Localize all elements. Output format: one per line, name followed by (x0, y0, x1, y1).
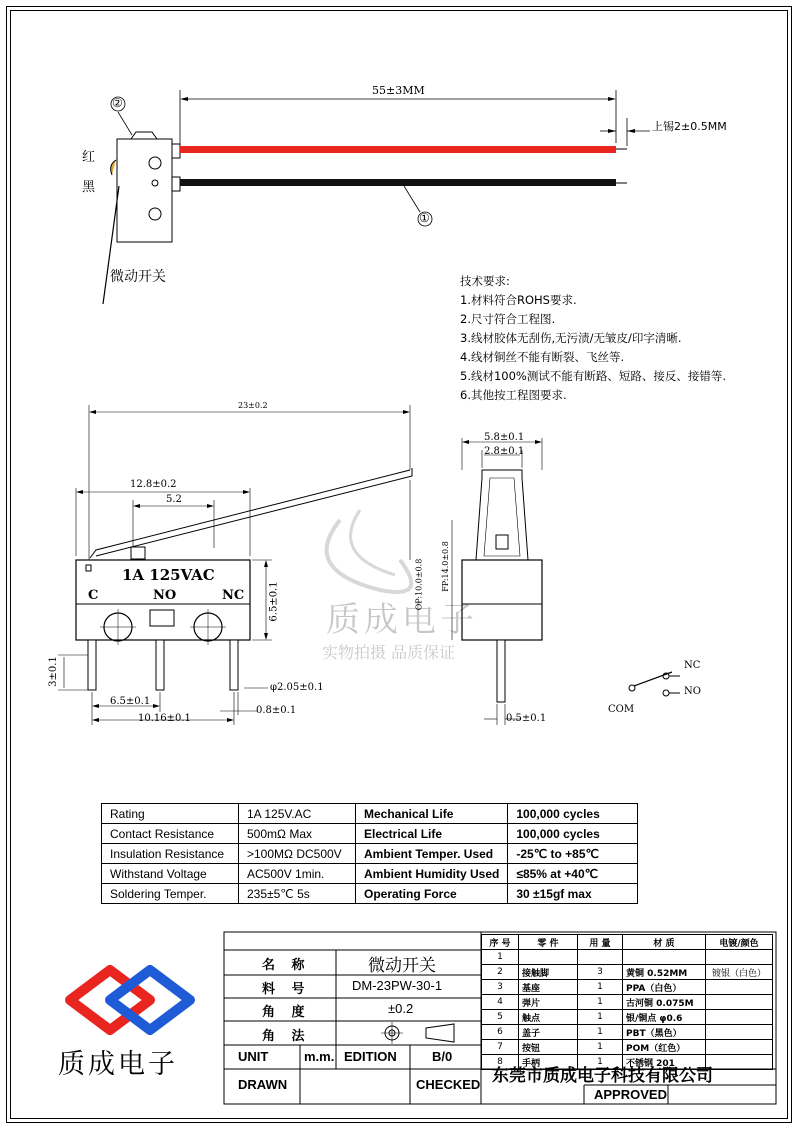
label-red: 红 (82, 150, 96, 165)
bom-header-cell: 电镀/颜色 (706, 935, 773, 950)
tin-length-dim: 上锡2±0.5MM (652, 120, 727, 133)
spec-cell: ≤85% at +40℃ (508, 864, 638, 884)
bom-cell: 黄铜 0.52MM (623, 965, 706, 980)
dim-6-5-height: 6.5±0.1 (268, 581, 280, 622)
bom-row (482, 1010, 773, 1025)
logo-text: 质成电子 (58, 1049, 178, 1080)
part-value: DM-23PW-30-1 (352, 978, 443, 993)
name-label: 名 称 (262, 958, 311, 973)
bom-header-cell: 零 件 (519, 935, 578, 950)
bom-row (482, 1040, 773, 1055)
spec-cell: 500mΩ Max (239, 824, 356, 844)
bom-cell (706, 1040, 773, 1055)
body-marking: 1A 125VAC (122, 566, 215, 584)
spec-cell: Insulation Resistance (102, 844, 239, 864)
requirement-item: 4.线材铜丝不能有断裂、飞丝等. (460, 350, 625, 364)
bom-cell (519, 950, 578, 965)
spec-row (102, 864, 638, 884)
wire-length-dim: 55±3MM (372, 84, 425, 97)
bom-cell: 1 (578, 1010, 623, 1025)
requirement-item: 1.材料符合ROHS要求. (460, 293, 577, 307)
checked-label: CHECKED (416, 1077, 481, 1092)
spec-cell: 100,000 cycles (508, 804, 638, 824)
dim-overall: 23±0.2 (238, 401, 268, 410)
part-label: 料 号 (262, 982, 311, 997)
bom-header-cell: 用 量 (578, 935, 623, 950)
bom-row (482, 980, 773, 995)
dim-0-8: 0.8±0.1 (256, 705, 297, 716)
bom-cell: 接触脚 (519, 965, 578, 980)
requirement-item: 2.尺寸符合工程图. (460, 312, 556, 326)
bom-cell: 银/铜点 φ0.6 (623, 1010, 706, 1025)
bom-row (482, 965, 773, 980)
spec-row (102, 804, 638, 824)
label-black: 黑 (82, 180, 96, 195)
spec-cell: 100,000 cycles (508, 824, 638, 844)
spec-table (101, 803, 638, 904)
dim-5-8: 5.8±0.1 (484, 432, 525, 443)
bom-cell: 3 (482, 980, 519, 995)
bom-cell: 3 (578, 965, 623, 980)
bom-cell: 1 (578, 1040, 623, 1055)
spec-row (102, 844, 638, 864)
schem-com: COM (608, 704, 635, 715)
spec-cell: >100MΩ DC500V (239, 844, 356, 864)
bom-cell: 手柄 (519, 1055, 578, 1070)
dim-0-5: 0.5±0.1 (506, 713, 547, 724)
bom-cell: PPA（白色） (623, 980, 706, 995)
dim-6-5-width: 6.5±0.1 (110, 696, 151, 707)
tol-value: ±0.2 (388, 1001, 414, 1016)
bom-cell: 触点 (519, 1010, 578, 1025)
switch-body-top (117, 139, 172, 242)
spec-cell: Soldering Temper. (102, 884, 239, 904)
dim-5-2: 5.2 (166, 494, 182, 505)
bom-cell: 1 (482, 950, 519, 965)
bom-row (482, 1025, 773, 1040)
unit-value: m.m. (304, 1049, 335, 1064)
bom-cell: POM（红色） (623, 1040, 706, 1055)
dim-op: OP:10.0±0.8 (414, 558, 424, 611)
dim-10-16: 10.16±0.1 (138, 713, 191, 724)
proj-label: 角 法 (262, 1029, 311, 1044)
dim-12-8: 12.8±0.2 (130, 479, 177, 490)
requirement-item: 5.线材100%测试不能有断路、短路、接反、接错等. (460, 369, 727, 383)
bom-header-cell: 材 质 (623, 935, 706, 950)
bom-cell (706, 995, 773, 1010)
bom-cell: 1 (578, 1055, 623, 1070)
bom-cell: 6 (482, 1025, 519, 1040)
pin-c-label: C (88, 588, 99, 603)
bom-cell: 盖子 (519, 1025, 578, 1040)
spec-cell: Rating (102, 804, 239, 824)
dim-fp: FP:14.0±0.8 (440, 541, 450, 592)
spec-cell: Withstand Voltage (102, 864, 239, 884)
bom-cell: 8 (482, 1055, 519, 1070)
requirement-item: 3.线材胶体无刮伤,无污渍/无皱皮/印字清晰. (460, 331, 682, 345)
bom-cell: 不锈钢 201 (623, 1055, 706, 1070)
bom-cell (706, 950, 773, 965)
bom-table (481, 934, 773, 1070)
spec-cell: Operating Force (356, 884, 508, 904)
bom-cell (623, 950, 706, 965)
watermark-slogan: 实物拍摄 品质保证 (322, 643, 456, 662)
bom-cell: 镀银（白色） (706, 965, 773, 980)
tech-requirements (460, 272, 726, 405)
bom-cell (706, 980, 773, 995)
bom-cell: 1 (578, 1025, 623, 1040)
drawn-label: DRAWN (238, 1077, 288, 1092)
bom-cell: 弹片 (519, 995, 578, 1010)
spec-cell: 1A 125V.AC (239, 804, 356, 824)
approved-label: APPROVED (594, 1087, 667, 1102)
tol-label: 角 度 (262, 1005, 311, 1020)
bom-row (482, 995, 773, 1010)
dim-2-8: 2.8±0.1 (484, 446, 525, 457)
red-wire (180, 146, 616, 153)
watermark-brand: 质成电子 (326, 600, 478, 640)
black-wire (180, 179, 616, 186)
bom-cell: PBT（黑色） (623, 1025, 706, 1040)
spec-cell: AC500V 1min. (239, 864, 356, 884)
bom-cell: 4 (482, 995, 519, 1010)
bom-row (482, 950, 773, 965)
bom-cell (578, 950, 623, 965)
dim-hole: φ2.05±0.1 (270, 682, 324, 693)
edition-value: B/0 (432, 1049, 453, 1064)
bom-cell (706, 1055, 773, 1070)
bom-cell: 2 (482, 965, 519, 980)
bom-cell (706, 1010, 773, 1025)
watermark-graphic (327, 510, 412, 592)
company-name: 东莞市质成电子科技有限公司 (492, 1066, 713, 1086)
spec-cell: Electrical Life (356, 824, 508, 844)
spec-cell: Mechanical Life (356, 804, 508, 824)
pin-no-label: NO (153, 588, 177, 603)
bom-cell: 基座 (519, 980, 578, 995)
bom-cell: 1 (578, 980, 623, 995)
callout-1: ① (419, 211, 430, 225)
spec-cell: Ambient Temper. Used (356, 844, 508, 864)
unit-label: UNIT (238, 1049, 269, 1064)
spec-cell: 235±5℃ 5s (239, 884, 356, 904)
spec-row (102, 824, 638, 844)
bom-cell: 5 (482, 1010, 519, 1025)
name-value: 微动开关 (368, 956, 436, 976)
spec-cell: -25℃ to +85℃ (508, 844, 638, 864)
pin-nc-label: NC (222, 588, 245, 603)
bom-header-cell: 序 号 (482, 935, 519, 950)
bom-cell: 按钮 (519, 1040, 578, 1055)
spec-cell: Ambient Humidity Used (356, 864, 508, 884)
switch-caption: 微动开关 (110, 269, 166, 285)
schem-no: NO (684, 686, 701, 697)
callout-2: ② (112, 96, 123, 110)
bom-header-row (482, 935, 773, 950)
schem-nc: NC (684, 660, 701, 671)
spec-cell: 30 ±15gf max (508, 884, 638, 904)
bom-cell: 古河铜 0.075M (623, 995, 706, 1010)
spec-cell: Contact Resistance (102, 824, 239, 844)
spec-row (102, 884, 638, 904)
requirements-title: 技术要求: (460, 274, 510, 288)
bom-cell: 1 (578, 995, 623, 1010)
bom-cell: 7 (482, 1040, 519, 1055)
edition-label: EDITION (344, 1049, 397, 1064)
logo-mark (70, 970, 190, 1030)
requirement-item: 6.其他按工程图要求. (460, 388, 567, 402)
dim-3: 3±0.1 (47, 656, 59, 687)
bom-cell (706, 1025, 773, 1040)
